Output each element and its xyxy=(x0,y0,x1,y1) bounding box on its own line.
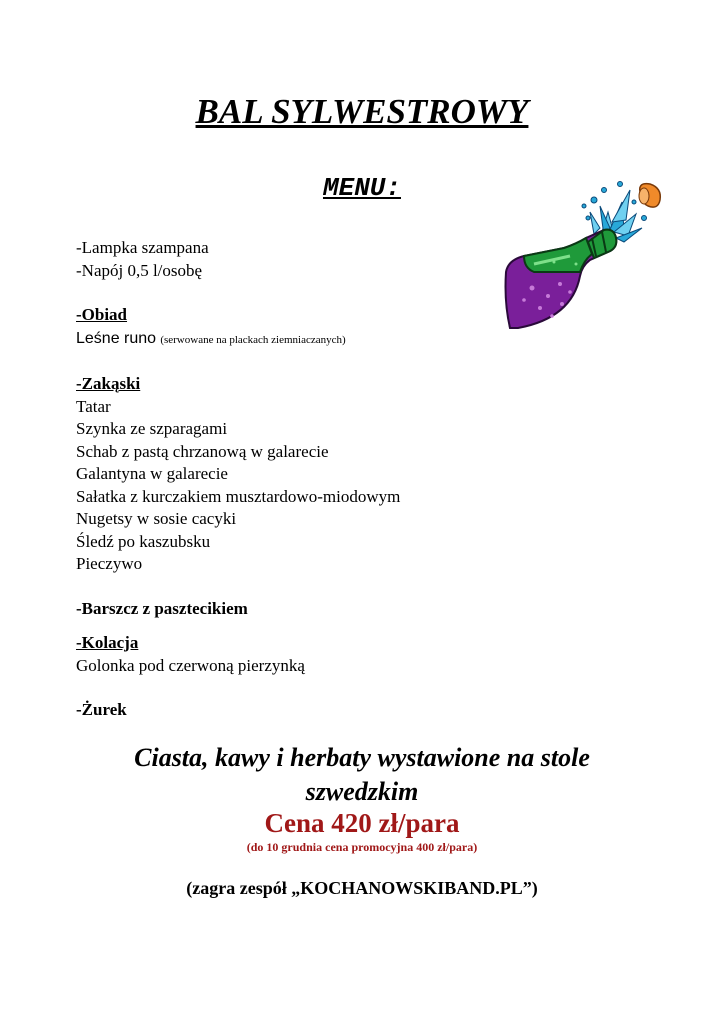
zakaski-item: Sałatka z kurczakiem musztardowo-miodowym xyxy=(76,486,401,506)
obiad-dish xyxy=(76,327,496,352)
section-heading-kolacja: -Kolacja xyxy=(76,633,139,652)
zakaski-item: Schab z pastą chrzanową w galarecie xyxy=(76,441,329,461)
zakaski-item: Szynka ze szparagami xyxy=(76,419,228,438)
zakaski-item: Tatar xyxy=(76,396,111,416)
drink-item: -Napój 0,5 l/osobę xyxy=(76,260,203,280)
page-title: BAL SYLWESTROWY xyxy=(195,92,529,131)
closing-note-line: szwedzkim xyxy=(305,777,419,806)
zakaski-item: Nugetsy w sosie cacyki xyxy=(76,509,237,528)
closing-note-line: Ciasta, kawy i herbaty wystawione na stole xyxy=(134,743,590,772)
section-heading-zakaski: -Zakąski xyxy=(76,374,141,393)
closing-note xyxy=(0,741,724,809)
menu-heading: MENU: xyxy=(322,173,401,203)
menu-content xyxy=(76,237,496,722)
zakaski-item: Galantyna w galarecie xyxy=(76,464,228,483)
obiad-dish-name: Leśne runo xyxy=(76,329,157,347)
band-note: (zagra zespół „KOCHANOWSKIBAND.PL”) xyxy=(186,878,538,898)
section-heading-zurek: -Żurek xyxy=(76,700,127,719)
champagne-bottle-icon xyxy=(504,172,674,332)
bottle-body xyxy=(506,230,617,328)
section-heading-barszcz: -Barszcz z pasztecikiem xyxy=(76,598,248,618)
zakaski-item: Pieczywo xyxy=(76,554,143,573)
cork xyxy=(639,184,660,207)
kolacja-dish: Golonka pod czerwoną pierzynką xyxy=(76,655,305,675)
promo-note: (do 10 grudnia cena promocyjna 400 zł/para) xyxy=(246,840,478,854)
price-label: Cena 420 zł/para xyxy=(264,808,460,838)
zakaski-item: Śledź po kaszubsku xyxy=(76,531,211,551)
drink-item: -Lampka szampana xyxy=(76,238,209,257)
obiad-dish-note: (serwowane na plackach ziemniaczanych) xyxy=(160,333,346,346)
section-heading-obiad: -Obiad xyxy=(76,305,128,324)
